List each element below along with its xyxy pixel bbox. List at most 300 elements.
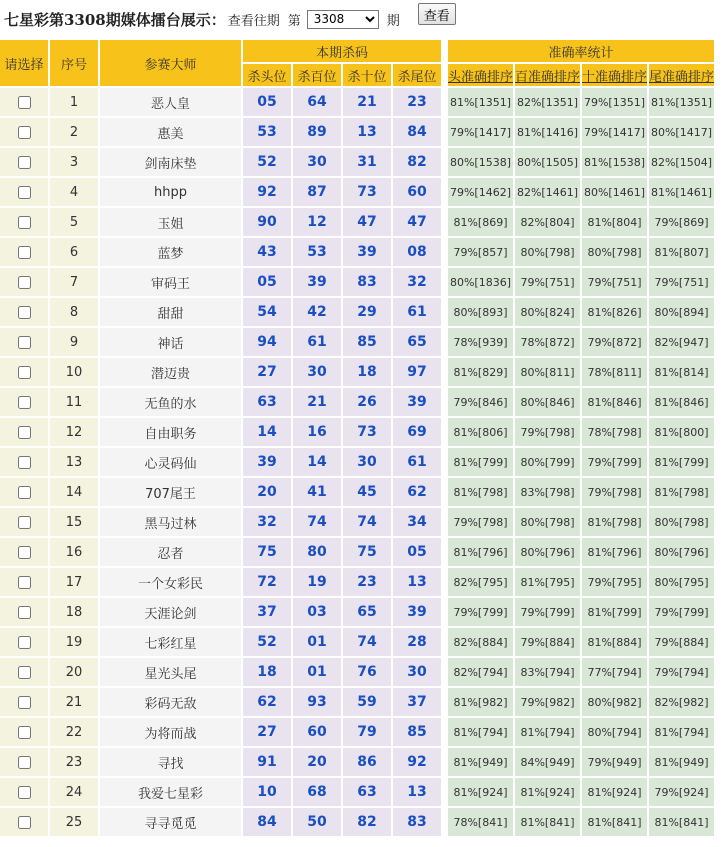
- select-cell: [0, 148, 48, 176]
- kill-number: 75: [243, 538, 291, 566]
- col-select: 请选择: [0, 40, 48, 86]
- row-index: 14: [50, 478, 98, 506]
- kill-number: 80: [293, 538, 341, 566]
- sort-ten-link[interactable]: 十准确排序: [582, 64, 647, 86]
- row-checkbox[interactable]: [18, 576, 31, 589]
- accuracy-stat: 79%[799]: [448, 598, 513, 626]
- row-index: 25: [50, 808, 98, 836]
- select-cell: [0, 238, 48, 266]
- accuracy-stat: 79%[798]: [582, 478, 647, 506]
- row-checkbox[interactable]: [18, 126, 31, 139]
- accuracy-stat: 80%[1417]: [649, 118, 714, 146]
- kill-number: 32: [243, 508, 291, 536]
- table-row: [0, 178, 714, 206]
- accuracy-stat: 79%[1417]: [582, 118, 647, 146]
- kill-number: 12: [293, 208, 341, 236]
- accuracy-stat: 78%[939]: [448, 328, 513, 356]
- kill-number: 86: [343, 748, 391, 776]
- kill-number: 05: [393, 538, 441, 566]
- accuracy-stat: 81%[799]: [448, 448, 513, 476]
- accuracy-stat: 80%[799]: [515, 448, 580, 476]
- accuracy-stat: 83%[794]: [515, 658, 580, 686]
- table-row: [0, 628, 714, 656]
- kill-number: 13: [393, 568, 441, 596]
- accuracy-stat: 79%[799]: [649, 598, 714, 626]
- row-checkbox[interactable]: [18, 456, 31, 469]
- kill-number: 39: [393, 388, 441, 416]
- kill-number: 13: [343, 118, 391, 146]
- group-gap: [443, 298, 446, 326]
- accuracy-stat: 80%[794]: [582, 718, 647, 746]
- row-checkbox[interactable]: [18, 336, 31, 349]
- master-name: 七彩红星: [100, 628, 241, 656]
- accuracy-stat: 79%[846]: [448, 388, 513, 416]
- select-cell: [0, 688, 48, 716]
- accuracy-stat: 81%[799]: [582, 598, 647, 626]
- group-gap: [443, 448, 446, 476]
- kill-number: 10: [243, 778, 291, 806]
- accuracy-stat: 82%[982]: [649, 688, 714, 716]
- accuracy-stat: 81%[800]: [649, 418, 714, 446]
- view-button[interactable]: 查看: [418, 3, 456, 25]
- top-bar: [0, 0, 724, 38]
- table-row: [0, 538, 714, 566]
- kill-number: 37: [243, 598, 291, 626]
- kill-number: 85: [393, 718, 441, 746]
- accuracy-stat: 81%[949]: [649, 748, 714, 776]
- kill-number: 43: [243, 238, 291, 266]
- master-table: [0, 38, 716, 838]
- master-name: 甜甜: [100, 298, 241, 326]
- kill-number: 68: [293, 778, 341, 806]
- group-gap: [443, 268, 446, 296]
- kill-number: 28: [393, 628, 441, 656]
- accuracy-stat: 81%[1351]: [448, 88, 513, 116]
- col-kill-ten: 杀十位: [343, 64, 391, 86]
- row-index: 15: [50, 508, 98, 536]
- accuracy-stat: 81%[794]: [649, 718, 714, 746]
- accuracy-stat: 82%[884]: [448, 628, 513, 656]
- kill-number: 85: [343, 328, 391, 356]
- master-name: 无鱼的水: [100, 388, 241, 416]
- accuracy-stat: 79%[884]: [649, 628, 714, 656]
- kill-number: 03: [293, 598, 341, 626]
- accuracy-stat: 79%[795]: [582, 568, 647, 596]
- col-master: 参赛大师: [100, 40, 241, 86]
- kill-number: 53: [293, 238, 341, 266]
- accuracy-stat: 80%[795]: [649, 568, 714, 596]
- kill-number: 60: [393, 178, 441, 206]
- kill-number: 41: [293, 478, 341, 506]
- kill-number: 30: [393, 658, 441, 686]
- kill-number: 13: [393, 778, 441, 806]
- row-checkbox[interactable]: [18, 216, 31, 229]
- issue-suffix: 期: [386, 13, 400, 29]
- accuracy-stat: 81%[1416]: [515, 118, 580, 146]
- table-row: [0, 268, 714, 296]
- row-index: 24: [50, 778, 98, 806]
- master-name: 审码王: [100, 268, 241, 296]
- kill-number: 73: [343, 418, 391, 446]
- group-gap: [443, 538, 446, 566]
- select-cell: [0, 628, 48, 656]
- kill-number: 31: [343, 148, 391, 176]
- accuracy-stat: 81%[798]: [649, 478, 714, 506]
- kill-number: 30: [343, 448, 391, 476]
- row-checkbox[interactable]: [18, 486, 31, 499]
- kill-number: 50: [293, 808, 341, 836]
- accuracy-stat: 80%[796]: [649, 538, 714, 566]
- kill-number: 62: [243, 688, 291, 716]
- group-gap: [443, 478, 446, 506]
- group-gap: [443, 718, 446, 746]
- accuracy-stat: 80%[798]: [582, 238, 647, 266]
- accuracy-stat: 78%[841]: [448, 808, 513, 836]
- table-row: [0, 388, 714, 416]
- kill-number: 52: [243, 628, 291, 656]
- select-cell: [0, 508, 48, 536]
- select-cell: [0, 718, 48, 746]
- accuracy-stat: 81%[796]: [582, 538, 647, 566]
- row-checkbox[interactable]: [18, 816, 31, 829]
- table-row: [0, 298, 714, 326]
- row-checkbox[interactable]: [18, 396, 31, 409]
- kill-number: 37: [393, 688, 441, 716]
- row-checkbox[interactable]: [18, 606, 31, 619]
- select-cell: [0, 748, 48, 776]
- group-gap: [443, 418, 446, 446]
- row-index: 12: [50, 418, 98, 446]
- kill-number: 97: [393, 358, 441, 386]
- row-checkbox[interactable]: [18, 786, 31, 799]
- accuracy-stat: 79%[751]: [649, 268, 714, 296]
- group-gap: [443, 208, 446, 236]
- col-kill-hundred: 杀百位: [293, 64, 341, 86]
- accuracy-stat: 80%[824]: [515, 298, 580, 326]
- row-checkbox[interactable]: [18, 666, 31, 679]
- row-index: 4: [50, 178, 98, 206]
- master-name: hhpp: [100, 178, 241, 206]
- row-index: 9: [50, 328, 98, 356]
- col-stats-group: 准确率统计: [448, 40, 714, 62]
- kill-number: 29: [343, 298, 391, 326]
- master-name: 一个女彩民: [100, 568, 241, 596]
- kill-number: 14: [293, 448, 341, 476]
- accuracy-stat: 80%[796]: [515, 538, 580, 566]
- master-name: 忍者: [100, 538, 241, 566]
- group-gap: [443, 688, 446, 716]
- row-checkbox[interactable]: [18, 186, 31, 199]
- accuracy-stat: 81%[1461]: [649, 178, 714, 206]
- accuracy-stat: 81%[846]: [649, 388, 714, 416]
- kill-number: 20: [293, 748, 341, 776]
- row-checkbox[interactable]: [18, 756, 31, 769]
- row-index: 2: [50, 118, 98, 146]
- accuracy-stat: 79%[1417]: [448, 118, 513, 146]
- kill-number: 52: [243, 148, 291, 176]
- group-gap: [443, 88, 446, 116]
- kill-number: 16: [293, 418, 341, 446]
- row-index: 16: [50, 538, 98, 566]
- group-gap: [443, 598, 446, 626]
- issue-prefix: 第: [287, 13, 301, 29]
- master-name: 寻找: [100, 748, 241, 776]
- accuracy-stat: 80%[846]: [515, 388, 580, 416]
- select-cell: [0, 388, 48, 416]
- row-index: 22: [50, 718, 98, 746]
- master-name: 神话: [100, 328, 241, 356]
- master-name: 彩码无敌: [100, 688, 241, 716]
- accuracy-stat: 82%[1504]: [649, 148, 714, 176]
- kill-number: 89: [293, 118, 341, 146]
- accuracy-stat: 81%[841]: [649, 808, 714, 836]
- group-gap: [443, 178, 446, 206]
- accuracy-stat: 80%[1538]: [448, 148, 513, 176]
- select-cell: [0, 658, 48, 686]
- accuracy-stat: 77%[794]: [582, 658, 647, 686]
- select-cell: [0, 208, 48, 236]
- table-row: [0, 238, 714, 266]
- accuracy-stat: 81%[884]: [582, 628, 647, 656]
- kill-number: 75: [343, 538, 391, 566]
- row-checkbox[interactable]: [18, 276, 31, 289]
- kill-number: 21: [293, 388, 341, 416]
- kill-number: 65: [343, 598, 391, 626]
- sort-tail-link[interactable]: 尾准确排序: [649, 64, 714, 86]
- kill-number: 92: [243, 178, 291, 206]
- select-cell: [0, 298, 48, 326]
- kill-number: 30: [293, 148, 341, 176]
- select-cell: [0, 598, 48, 626]
- row-index: 3: [50, 148, 98, 176]
- accuracy-stat: 80%[1461]: [582, 178, 647, 206]
- table-row: [0, 718, 714, 746]
- select-cell: [0, 538, 48, 566]
- select-cell: [0, 88, 48, 116]
- row-index: 20: [50, 658, 98, 686]
- kill-number: 26: [343, 388, 391, 416]
- accuracy-stat: 81%[949]: [448, 748, 513, 776]
- kill-number: 65: [393, 328, 441, 356]
- table-row: [0, 88, 714, 116]
- group-gap: [443, 148, 446, 176]
- kill-number: 83: [393, 808, 441, 836]
- group-gap: [443, 748, 446, 776]
- select-cell: [0, 778, 48, 806]
- row-checkbox[interactable]: [18, 246, 31, 259]
- row-checkbox[interactable]: [18, 156, 31, 169]
- kill-number: 72: [243, 568, 291, 596]
- table-row: [0, 118, 714, 146]
- accuracy-stat: 81%[1351]: [649, 88, 714, 116]
- kill-number: 69: [393, 418, 441, 446]
- accuracy-stat: 82%[804]: [515, 208, 580, 236]
- kill-number: 54: [243, 298, 291, 326]
- accuracy-stat: 82%[794]: [448, 658, 513, 686]
- kill-number: 93: [293, 688, 341, 716]
- accuracy-stat: 81%[799]: [649, 448, 714, 476]
- accuracy-stat: 81%[795]: [515, 568, 580, 596]
- row-index: 21: [50, 688, 98, 716]
- row-checkbox[interactable]: [18, 516, 31, 529]
- table-row: [0, 658, 714, 686]
- group-gap: [443, 568, 446, 596]
- group-gap: [443, 388, 446, 416]
- row-index: 10: [50, 358, 98, 386]
- select-cell: [0, 328, 48, 356]
- master-name: 恶人皇: [100, 88, 241, 116]
- select-cell: [0, 178, 48, 206]
- accuracy-stat: 79%[872]: [582, 328, 647, 356]
- row-index: 5: [50, 208, 98, 236]
- row-checkbox[interactable]: [18, 366, 31, 379]
- col-kill-head: 杀头位: [243, 64, 291, 86]
- kill-number: 73: [343, 178, 391, 206]
- kill-number: 18: [343, 358, 391, 386]
- accuracy-stat: 79%[799]: [515, 598, 580, 626]
- kill-number: 01: [293, 658, 341, 686]
- accuracy-stat: 79%[857]: [448, 238, 513, 266]
- accuracy-stat: 81%[924]: [515, 778, 580, 806]
- kill-number: 90: [243, 208, 291, 236]
- accuracy-stat: 81%[869]: [448, 208, 513, 236]
- table-row: [0, 748, 714, 776]
- kill-number: 63: [243, 388, 291, 416]
- select-cell: [0, 448, 48, 476]
- accuracy-stat: 79%[794]: [649, 658, 714, 686]
- kill-number: 23: [343, 568, 391, 596]
- kill-number: 23: [393, 88, 441, 116]
- table-row: [0, 418, 714, 446]
- accuracy-stat: 81%[794]: [515, 718, 580, 746]
- accuracy-stat: 80%[1836]: [448, 268, 513, 296]
- sort-hundred-link[interactable]: 百准确排序: [515, 64, 580, 86]
- row-index: 7: [50, 268, 98, 296]
- kill-number: 47: [343, 208, 391, 236]
- select-cell: [0, 568, 48, 596]
- accuracy-stat: 81%[814]: [649, 358, 714, 386]
- accuracy-stat: 81%[794]: [448, 718, 513, 746]
- accuracy-stat: 79%[924]: [649, 778, 714, 806]
- kill-number: 60: [293, 718, 341, 746]
- group-gap: [443, 628, 446, 656]
- select-cell: [0, 808, 48, 836]
- group-gap: [443, 118, 446, 146]
- table-row: [0, 568, 714, 596]
- kill-number: 08: [393, 238, 441, 266]
- table-row: [0, 148, 714, 176]
- col-kill-group: 本期杀码: [243, 40, 441, 62]
- kill-number: 19: [293, 568, 341, 596]
- select-cell: [0, 118, 48, 146]
- issue-select[interactable]: [307, 10, 379, 29]
- row-index: 6: [50, 238, 98, 266]
- accuracy-stat: 79%[751]: [515, 268, 580, 296]
- group-gap: [443, 808, 446, 836]
- kill-number: 74: [293, 508, 341, 536]
- kill-number: 63: [343, 778, 391, 806]
- accuracy-stat: 81%[826]: [582, 298, 647, 326]
- group-gap: [443, 658, 446, 686]
- accuracy-stat: 81%[807]: [649, 238, 714, 266]
- group-gap: [443, 328, 446, 356]
- master-name: 剑南床垫: [100, 148, 241, 176]
- group-gap: [443, 238, 446, 266]
- kill-number: 74: [343, 628, 391, 656]
- kill-number: 39: [243, 448, 291, 476]
- accuracy-stat: 79%[751]: [582, 268, 647, 296]
- group-gap: [443, 40, 446, 86]
- group-gap: [443, 778, 446, 806]
- kill-number: 27: [243, 358, 291, 386]
- row-checkbox[interactable]: [18, 96, 31, 109]
- kill-number: 59: [343, 688, 391, 716]
- accuracy-stat: 80%[798]: [649, 508, 714, 536]
- table-row: [0, 598, 714, 626]
- kill-number: 39: [293, 268, 341, 296]
- kill-number: 84: [393, 118, 441, 146]
- row-checkbox[interactable]: [18, 426, 31, 439]
- accuracy-stat: 82%[1461]: [515, 178, 580, 206]
- kill-number: 47: [393, 208, 441, 236]
- accuracy-stat: 81%[806]: [448, 418, 513, 446]
- accuracy-stat: 79%[798]: [448, 508, 513, 536]
- accuracy-stat: 78%[872]: [515, 328, 580, 356]
- select-cell: [0, 418, 48, 446]
- kill-number: 20: [243, 478, 291, 506]
- kill-number: 61: [393, 448, 441, 476]
- row-checkbox[interactable]: [18, 636, 31, 649]
- table-row: [0, 448, 714, 476]
- col-kill-tail: 杀尾位: [393, 64, 441, 86]
- table-row: [0, 328, 714, 356]
- sort-head-link[interactable]: 头准确排序: [448, 64, 513, 86]
- row-checkbox[interactable]: [18, 306, 31, 319]
- row-checkbox[interactable]: [18, 726, 31, 739]
- select-cell: [0, 358, 48, 386]
- accuracy-stat: 83%[798]: [515, 478, 580, 506]
- row-checkbox[interactable]: [18, 546, 31, 559]
- view-history-label: 查看往期: [227, 13, 280, 29]
- kill-number: 62: [393, 478, 441, 506]
- row-index: 17: [50, 568, 98, 596]
- row-checkbox[interactable]: [18, 696, 31, 709]
- kill-number: 61: [393, 298, 441, 326]
- row-index: 18: [50, 598, 98, 626]
- accuracy-stat: 79%[798]: [515, 418, 580, 446]
- row-index: 11: [50, 388, 98, 416]
- kill-number: 45: [343, 478, 391, 506]
- master-name: 心灵码仙: [100, 448, 241, 476]
- row-index: 1: [50, 88, 98, 116]
- accuracy-stat: 81%[841]: [515, 808, 580, 836]
- accuracy-stat: 79%[949]: [582, 748, 647, 776]
- group-gap: [443, 508, 446, 536]
- row-index: 13: [50, 448, 98, 476]
- table-row: [0, 508, 714, 536]
- table-row: [0, 688, 714, 716]
- kill-number: 32: [393, 268, 441, 296]
- table-row: [0, 208, 714, 236]
- master-name: 为将而战: [100, 718, 241, 746]
- accuracy-stat: 81%[804]: [582, 208, 647, 236]
- accuracy-stat: 81%[924]: [448, 778, 513, 806]
- kill-number: 91: [243, 748, 291, 776]
- accuracy-stat: 79%[799]: [582, 448, 647, 476]
- accuracy-stat: 80%[1505]: [515, 148, 580, 176]
- accuracy-stat: 81%[924]: [582, 778, 647, 806]
- accuracy-stat: 80%[811]: [515, 358, 580, 386]
